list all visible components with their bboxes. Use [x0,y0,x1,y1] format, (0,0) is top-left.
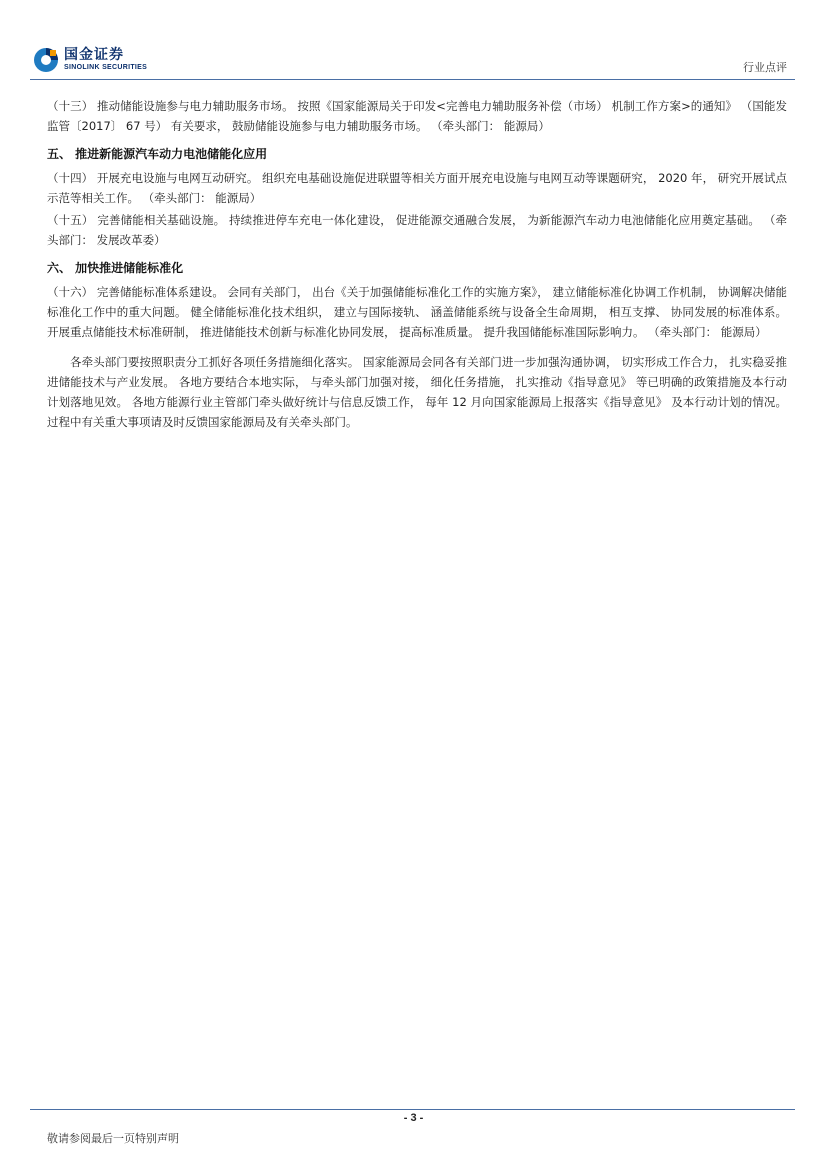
header-divider [30,79,795,80]
logo-name-en: SINOLINK SECURITIES [64,64,148,71]
company-logo [33,47,147,73]
paragraph-14: （十四） 开展充电设施与电网互动研究。 组织充电基础设施促进联盟等相关方面开展充电设施与电网互动等课题研究， 2020 年， 研究开展试点示范等相关工作。 （牵头部门： 能源局） [47,171,787,205]
paragraph-13: （十三） 推动储能设施参与电力辅助服务市场。 按照《国家能源局关于印发<完善电力辅助服务补偿（市场） 机制工作方案>的通知》 （国能发监管〔2017〕 67 号） 有关要求， 鼓励储能设施参与电力辅助服务市场。 （牵头部门： 能源局） [47,99,787,133]
disclaimer-note: 敬请参阅最后一页特别声明 [47,1132,179,1145]
footer-divider [30,1109,795,1110]
page-header [0,0,827,80]
paragraph-15: （十五） 完善储能相关基础设施。 持续推进停车充电一体化建设， 促进能源交通融合发展， 为新能源汽车动力电池储能化应用奠定基础。 （牵头部门： 发展改革委） [47,213,787,247]
section-heading-5: 五、 推进新能源汽车动力电池储能化应用 [47,147,268,161]
paragraph-16: （十六） 完善储能标准体系建设。 会同有关部门， 出台《关于加强储能标准化工作的实施方案》， 建立储能标准化协调工作机制， 协调解决储能标准化工作中的重大问题。 健全储能标准化技术组织， 建立与国际接轨、 涵盖储能系统与设备全生命周期， 相互支撑、 协同发展的标准体系。 开展重点储能技术标准研制， 推进储能技术创新与标准化协同发展， 提高标准质量。 提升我国储能标准国际影响力。 （牵头部门： 能源局） [47,285,787,339]
logo-name-cn: 国金证券 [64,47,124,63]
document-body [47,96,787,434]
logo-mark-icon [33,47,59,73]
page-number: - 3 - [403,1112,424,1124]
section-heading-6: 六、 加快推进储能标准化 [47,261,184,275]
report-type-label: 行业点评 [743,61,787,74]
closing-paragraph: 各牵头部门要按照职责分工抓好各项任务措施细化落实。 国家能源局会同各有关部门进一步加强沟通协调， 切实形成工作合力， 扎实稳妥推进储能技术与产业发展。 各地方要结合本地实际， 与牵头部门加强对接， 细化任务措施， 扎实推动《指导意见》 等已明确的政策措施及本行动计划落地见效。 各地方能源行业主管部门牵头做好统计与信息反馈工作， 每年 12 月向国家能源局上报落实《指导意见》 及本行动计划的情况。 过程中有关重大事项请及时反馈国家能源局及有关牵头部门。 [47,355,787,429]
